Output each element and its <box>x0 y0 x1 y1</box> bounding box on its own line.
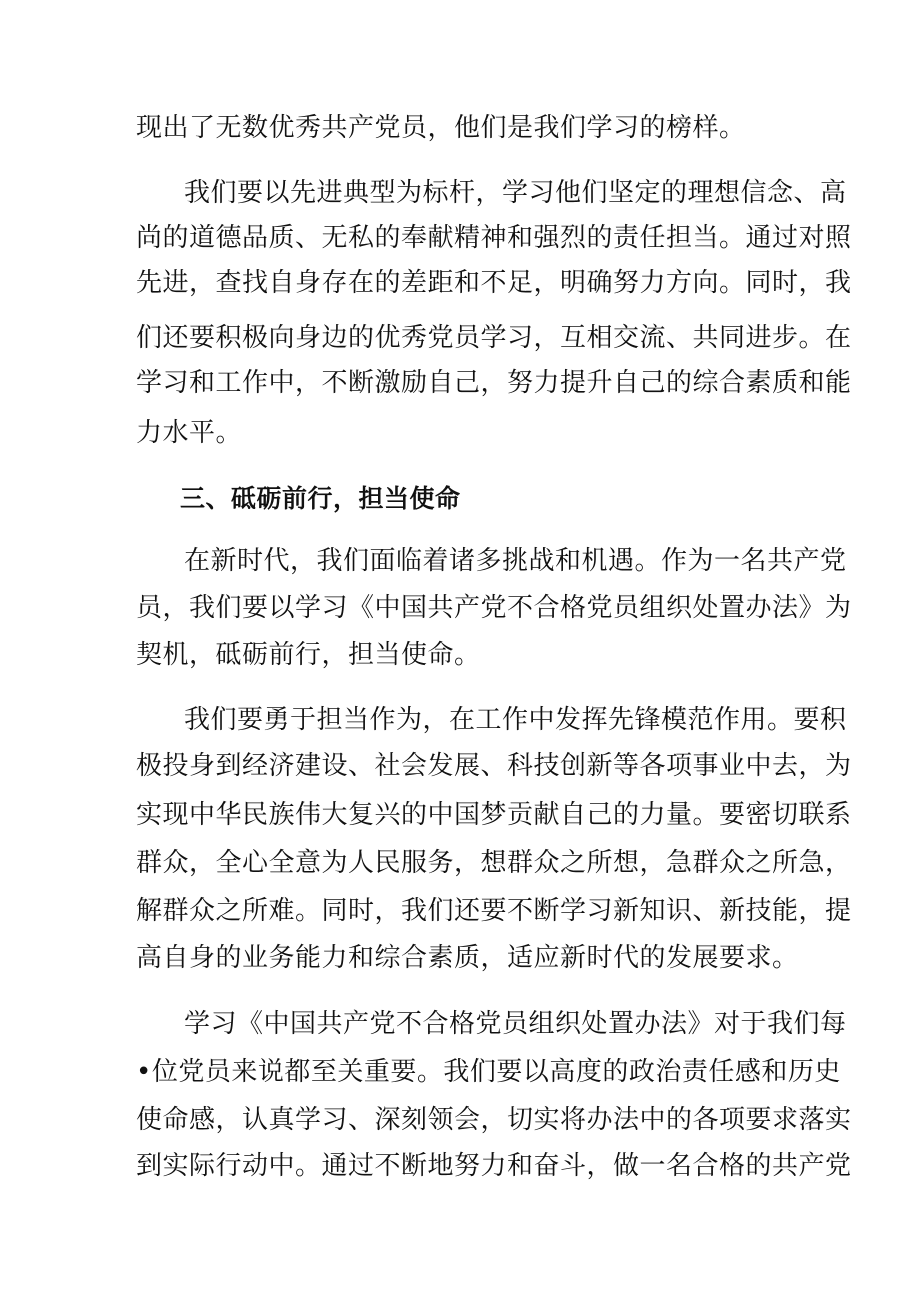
paragraph-line: •位党员来说都至关重要。我们要以高度的政治责任感和历史 <box>136 1057 841 1087</box>
paragraph-line: 员，我们要以学习《中国共产党不合格党员组织处置办法》为 <box>136 593 852 623</box>
paragraph-line: 先进，查找自身存在的差距和不足，明确努力方向。同时，我 <box>136 268 852 298</box>
paragraph-line: 使命感，认真学习、深刻领会，切实将办法中的各项要求落实 <box>136 1105 852 1135</box>
paragraph-line: 到实际行动中。通过不断地努力和奋斗，做一名合格的共产党 <box>136 1151 852 1181</box>
paragraph-line: 在新时代，我们面临着诸多挑战和机遇。作为一名共产党 <box>184 546 847 576</box>
paragraph-line: 我们要勇于担当作为，在工作中发挥先锋模范作用。要积 <box>184 705 847 735</box>
paragraph-line: 实现中华民族伟大复兴的中国梦贡献自己的力量。要密切联系 <box>136 800 852 830</box>
paragraph-line: 群众，全心全意为人民服务，想群众之所想，急群众之所急， <box>136 848 852 878</box>
section-heading: 三、砥砺前行，担当使命 <box>180 484 461 513</box>
paragraph-line: 们还要积极向身边的优秀党员学习，互相交流、共同进步。在 <box>136 323 852 353</box>
paragraph-line: 尚的道德品质、无私的奉献精神和强烈的责任担当。通过对照 <box>136 223 852 253</box>
paragraph-line: 契机，砥砺前行，担当使命。 <box>136 640 481 670</box>
paragraph-line: 极投身到经济建设、社会发展、科技创新等各项事业中去，为 <box>136 751 852 781</box>
paragraph-line: 学习和工作中，不断激励自己，努力提升自己的综合素质和能 <box>136 368 852 398</box>
paragraph-line: 高自身的业务能力和综合素质，适应新时代的发展要求。 <box>136 943 799 973</box>
paragraph-line: 解群众之所难。同时，我们还要不断学习新知识、新技能，提 <box>136 896 852 926</box>
paragraph-line: 学习《中国共产党不合格党员组织处置办法》对于我们每 <box>184 1009 847 1039</box>
paragraph-line: 力水平。 <box>136 418 243 448</box>
paragraph-line: 我们要以先进典型为标杆，学习他们坚定的理想信念、高 <box>184 178 847 208</box>
paragraph-line: 现出了无数优秀共产党员，他们是我们学习的榜样。 <box>136 113 746 143</box>
